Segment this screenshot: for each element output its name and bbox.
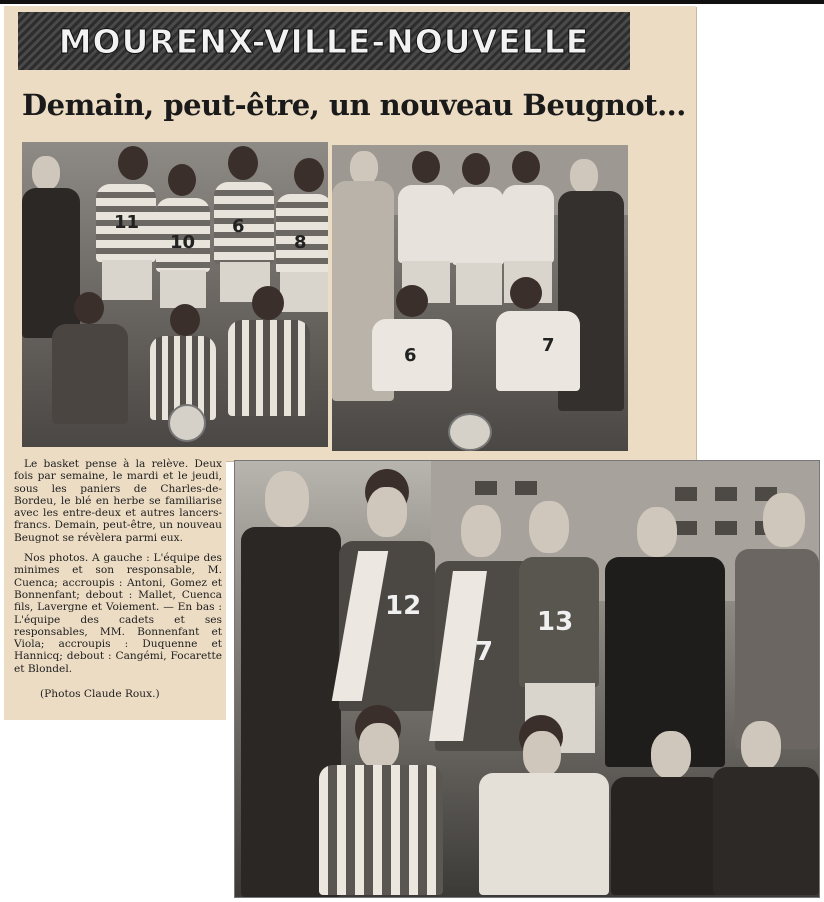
banner-title: MOURENX-VILLE-NOUVELLE	[58, 21, 590, 61]
photo-cadets-team	[234, 460, 820, 898]
article-paragraph-captions: Nos photos. A gauche : L'équipe des minimes et son responsable, M. Cuenca; accroupis : Antoni, Gomez et Bonnenfant; debout : Mallet, Cuenca fils, Lavergne et Voiement. — En bas : L'équipe des cadets et ses responsables, MM. Bonnenfant et Viola; accroupis : Duquenne et Hannicq; debout : Cangémi, Focarette et Blondel.	[14, 552, 222, 675]
photo-top-right-team	[332, 145, 628, 451]
article-paragraph-intro: Le basket pense à la relève. Deux fois par semaine, le mardi et le jeudi, sous les paniers de Charles-de-Bordeu, le blé en herbe se familiarise avec les entre-deux et autres lancers-francs. Demain, peut-être, un nouveau Beugnot se révèlera parmi eux.	[14, 458, 222, 544]
photo-credit: (Photos Claude Roux.)	[40, 688, 160, 700]
section-banner	[18, 12, 630, 70]
jersey-number: 10	[170, 232, 196, 253]
top-border	[0, 0, 824, 4]
jersey-number: 7	[542, 335, 555, 356]
jersey-number: 6	[404, 345, 417, 366]
jersey-number: 8	[294, 232, 307, 253]
jersey-number: 13	[537, 607, 574, 637]
article-headline: Demain, peut-être, un nouveau Beugnot...	[22, 88, 686, 122]
photo-minimes-team	[22, 142, 328, 447]
jersey-number: 12	[385, 591, 422, 621]
jersey-number: 7	[475, 637, 494, 667]
basketball	[448, 413, 492, 451]
jersey-number: 11	[114, 212, 140, 233]
article-body	[14, 458, 222, 683]
jersey-number: 6	[232, 216, 245, 237]
